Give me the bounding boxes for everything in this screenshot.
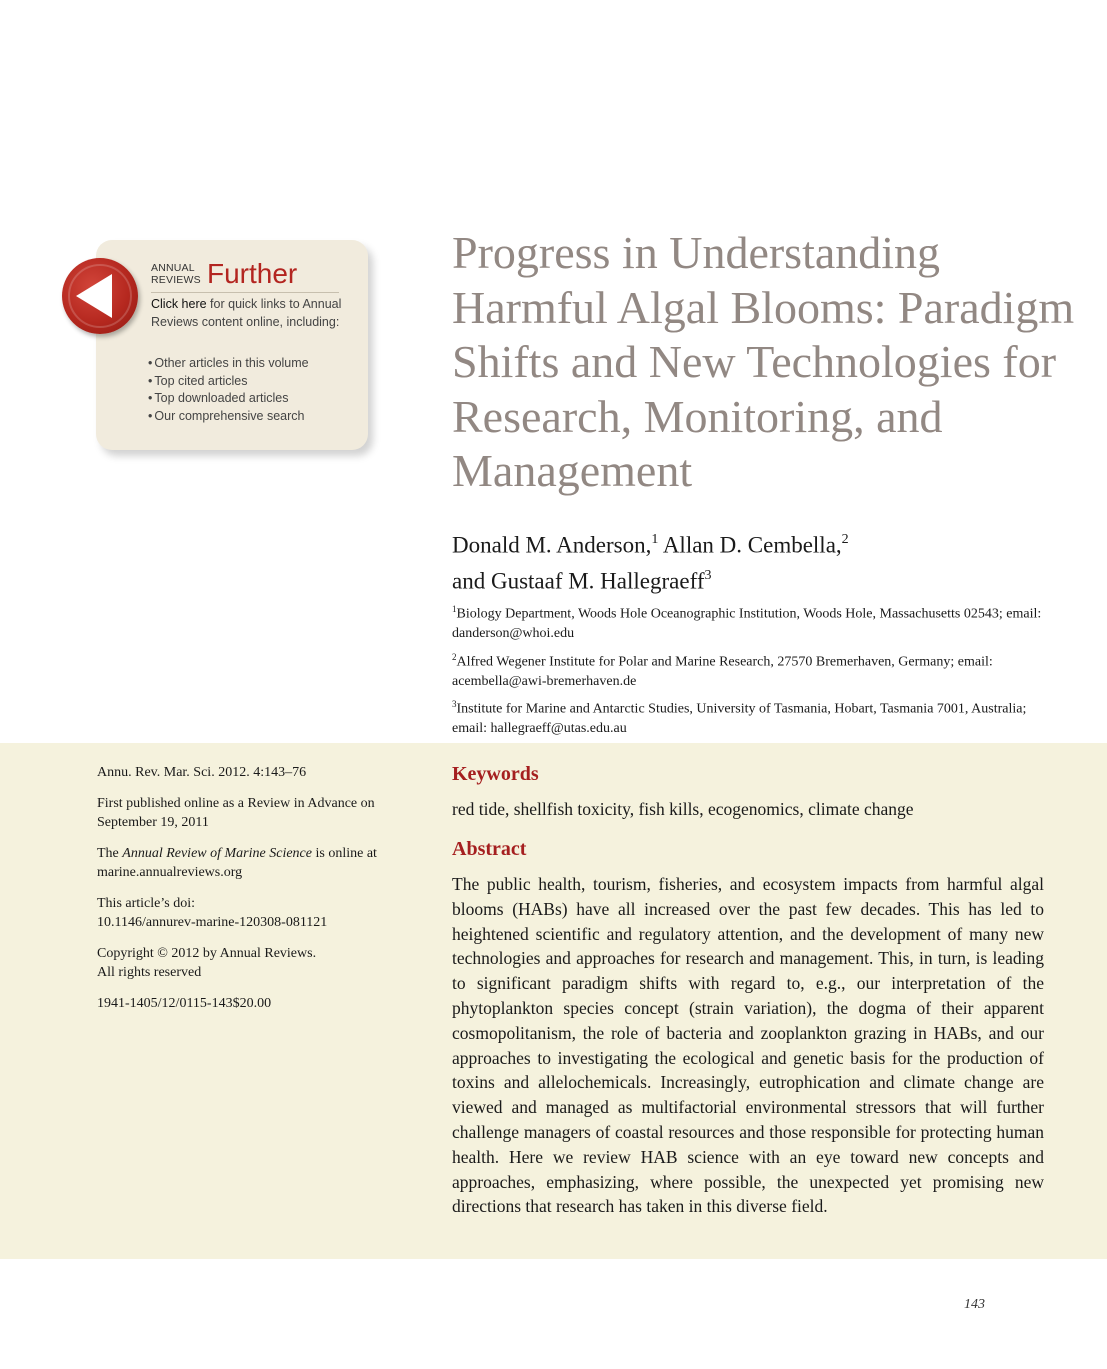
click-here-link[interactable]: Click here (151, 297, 207, 311)
reviews-label: REVIEWS (151, 273, 201, 286)
online-note (97, 844, 417, 882)
author-list (452, 525, 1092, 596)
author-name: and Gustaaf M. Hallegraeff (452, 568, 705, 594)
further-title: Further (207, 258, 298, 289)
issn: 1941-1405/12/0115-143$20.00 (97, 996, 272, 1011)
abstract-text: The public health, tourism, fisheries, and ecosystem impacts from harmful algal blooms (HABs) have all increased over the past few decades. This has led to heightened scientific and regulatory attention, and the development of many new technologies and approaches for research and management. This, in turn, is leading to significant paradigm shifts with regard to, e.g., our interpretation of the phytoplankton species concept (strain variation), the dogma of their apparent cosmopolitanism, the role of bacteria and zooplankton grazing in HABs, and our approaches to investigating the ecological and genetic basis for the production of toxins and allelochemicals. Increasingly, eutrophication and climate change are viewed and managed as multifactorial environmental stressors that will further challenge managers of coastal resources and those responsible for protecting human health. Here we review HAB science with an eye toward new concepts and approaches, emphasizing, where possible, the unexpected yet promising new directions that research has taken in this diverse field. (452, 874, 1044, 1217)
online-note-pre: The (97, 846, 123, 861)
citation: Annu. Rev. Mar. Sci. 2012. 4:143–76 (97, 765, 307, 780)
page-number: 143 (964, 1297, 985, 1312)
rights: All rights reserved (97, 965, 202, 980)
further-link-search[interactable]: • Our comprehensive search (148, 408, 309, 426)
affiliation (452, 695, 1052, 739)
publication-date: First published online as a Review in Advance on September 19, 2011 (97, 796, 375, 830)
author-affil-marker: 2 (841, 532, 849, 547)
affiliation (452, 648, 1052, 692)
further-back-arrow-icon[interactable] (62, 258, 138, 334)
annual-label: ANNUAL (151, 262, 195, 274)
affiliation-marker: 1 (452, 604, 457, 614)
keywords-heading: Keywords (452, 763, 539, 785)
annual-reviews-logo (151, 263, 201, 286)
affiliation-marker: 3 (452, 699, 457, 710)
author-name: Donald M. Anderson, (452, 532, 652, 558)
affiliation-text: Alfred Wegener Institute for Polar and Marine Research, 27570 Bremerhaven, Germany; email: acembella@awi-bremerhaven.de (452, 654, 993, 689)
author-affil-marker: 1 (651, 532, 659, 547)
further-link-top-cited[interactable]: • Top cited articles (148, 373, 309, 391)
affiliation-text: Biology Department, Woods Hole Oceanographic Institution, Woods Hole, Massachusetts 02543; email: danderson@whoi.edu (452, 606, 1042, 642)
further-divider (151, 292, 339, 293)
article-title: Progress in Understanding Harmful Algal Blooms: Paradigm Shifts and New Technologies for Research, Monitoring, and Management (452, 227, 1075, 496)
copyright: Copyright © 2012 by Annual Reviews. (97, 946, 317, 961)
abstract-heading: Abstract (452, 838, 527, 860)
further-intro (151, 296, 351, 331)
doi-block (97, 894, 417, 932)
further-links-list (148, 355, 309, 425)
affiliation-marker: 2 (452, 651, 457, 662)
doi-label: This article’s doi: (97, 896, 195, 911)
copyright-block (97, 944, 417, 982)
journal-name: Annual Review of Marine Science (122, 846, 312, 861)
keywords-text: red tide, shellfish toxicity, fish kills, ecogenomics, climate change (452, 799, 914, 819)
further-link-top-downloaded[interactable]: • Top downloaded articles (148, 390, 309, 408)
author-affil-marker: 3 (704, 567, 712, 583)
further-link-other-articles[interactable]: • Other articles in this volume (148, 355, 309, 373)
affiliation-text: Institute for Marine and Antarctic Studies, University of Tasmania, Hobart, Tasmania 7001, Australia; email: hallegraeff@utas.edu.au (452, 701, 1027, 737)
online-note-post: is online at marine.annualreviews.org (97, 846, 377, 880)
article-metadata (97, 763, 417, 1025)
further-intro-text: for quick links to Annual Reviews content online, including: (151, 297, 342, 329)
affiliation-list (452, 600, 1052, 743)
author-name: Allan D. Cembella, (662, 532, 842, 558)
doi-value[interactable]: 10.1146/annurev-marine-120308-081121 (97, 915, 328, 930)
affiliation (452, 600, 1052, 644)
